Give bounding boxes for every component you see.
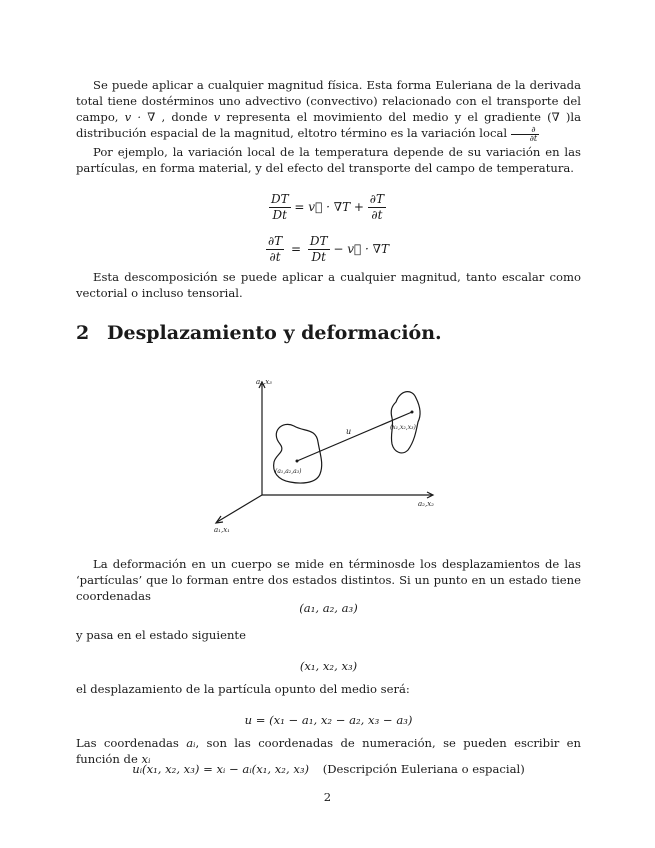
paragraph-deformation: La deformación en un cuerpo se mide en términosde los desplazamientos de las ‘partículas’ que lo forman entre dos estados distintos. Si un punto en un estado tiene coordenadas — [76, 557, 581, 603]
text-fragment: Las coordenadas — [76, 736, 187, 750]
equals-sign: = — [291, 242, 302, 256]
final-body-shape — [391, 392, 420, 453]
axis-horizontal-label: a₂,x₂ — [418, 500, 434, 508]
paragraph-temperature-example: Por ejemplo, la variación local de la temperatura depende de su variación en las partículas, en forma material, y del efecto del transporte del campo de temperatura. — [76, 145, 581, 175]
final-point-label: (x₁,x₂,x₃) — [390, 424, 416, 431]
initial-point-marker — [296, 460, 299, 463]
equation-tail: − v⃗ · ∇T — [333, 242, 390, 256]
equation-displacement-vector: u = (x₁ − a₁, x₂ − a₂, x₃ − a₃) — [244, 713, 413, 727]
axis-diagonal — [217, 495, 262, 522]
text-fragment: , donde — [155, 110, 214, 124]
section-title: Desplazamiento y deformación. — [107, 322, 442, 344]
equation-final-coordinates: (x₁, x₂, x₃) — [299, 659, 358, 673]
equation-initial-coordinates: (a₁, a₂, a₃) — [299, 601, 358, 615]
equation-euler-note: (Descripción Euleriana o espacial) — [322, 762, 525, 776]
paragraph-euler-derivative — [76, 77, 581, 143]
math-v-dot-nabla: v · ∇ — [124, 110, 156, 124]
text-fragment: , son las coordenadas de numeración, se pueden escribir en función de — [76, 736, 581, 766]
equation-material-derivative — [0, 192, 655, 223]
text-fragment: representa el movimiento del medio y el gradiente (∇ )la distribución espacial de la magnitud, eltotro término es la variación local — [76, 110, 582, 140]
math-v: v — [213, 110, 221, 124]
fraction-partial-dt: $\frac{\partial}{\partial t}$ — [511, 126, 539, 143]
paragraph-next-state: y pasa en el estado siguiente — [76, 628, 246, 642]
equation-euler-math: uᵢ(x₁, x₂, x₃) = xᵢ − aᵢ(x₁, x₂, x₃) — [132, 762, 310, 776]
initial-point-label: (a₁,a₂,a₃) — [275, 468, 302, 475]
math-xi: xᵢ — [141, 752, 151, 766]
text-fragment: Se puede aplicar a cualquier magnitud física. Esta forma Euleriana de la derivada total tiene dostérminos uno advectivo (convectivo) relacionado con el transporte del campo, — [76, 78, 581, 124]
equation-local-derivative — [0, 234, 655, 265]
paragraph-displacement: el desplazamiento de la partícula opunto del medio será: — [76, 682, 410, 696]
math-ai: aᵢ — [186, 736, 196, 750]
paragraph-decomposition: Esta descomposición se puede aplicar a cualquier magnitud, tanto escalar como vectorial o incluso tensorial. — [76, 270, 581, 300]
fraction-DT-Dt: $\frac{DT}{Dt}$ — [309, 234, 328, 264]
displacement-vector — [297, 412, 412, 461]
displacement-figure — [200, 372, 460, 537]
section-heading — [76, 322, 442, 344]
axis-vertical-label: a₃,x₃ — [256, 378, 272, 386]
equation-middle: = v⃗ · ∇T + — [294, 200, 364, 214]
vector-label: u — [346, 427, 352, 436]
final-point-marker — [411, 411, 414, 414]
fraction-dT-dt: $\frac{\partial T}{\partial t}$ — [267, 234, 283, 264]
fraction-dT-dt: $\frac{\partial T}{\partial t}$ — [369, 192, 385, 222]
axis-diagonal-label: a₁,x₁ — [214, 526, 230, 534]
page-number: 2 — [323, 790, 332, 804]
fraction-DT-Dt: $\frac{DT}{Dt}$ — [270, 192, 289, 222]
section-number: 2 — [76, 322, 90, 344]
equation-euler-description — [76, 761, 581, 777]
